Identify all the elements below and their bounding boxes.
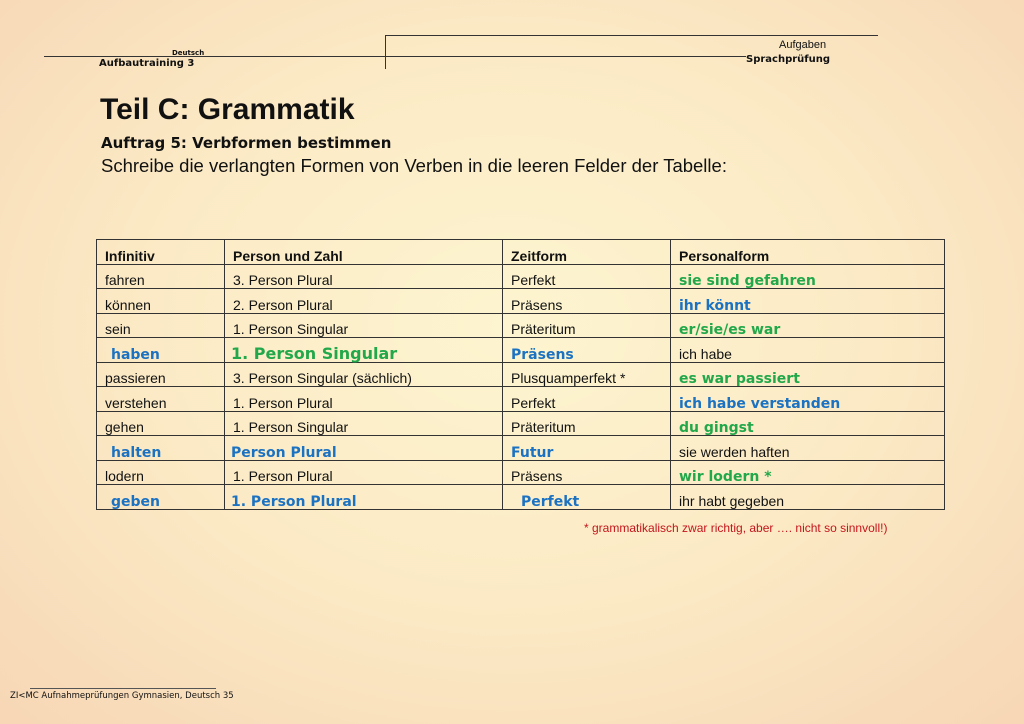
column-header-zeitform: Zeitform [503, 240, 671, 265]
cell-infinitiv: passieren [97, 362, 225, 387]
footer-rule [30, 688, 216, 689]
cell-person: 1. Person Plural [225, 460, 503, 485]
cell-zeitform: Präsens [503, 460, 671, 485]
cell-zeitform: Perfekt [503, 264, 671, 289]
answer-zeitform: Perfekt [503, 485, 671, 510]
header-right-top: Aufgaben [779, 39, 827, 51]
column-header-person: Person und Zahl [225, 240, 503, 265]
cell-person: 1. Person Plural [225, 387, 503, 412]
cell-infinitiv: verstehen [97, 387, 225, 412]
cell-infinitiv: sein [97, 313, 225, 338]
table-row [97, 411, 945, 436]
answer-person: 1. Person Plural [225, 485, 503, 510]
page-title: Teil C: Grammatik [100, 93, 355, 126]
cell-infinitiv: fahren [97, 264, 225, 289]
table-row [97, 460, 945, 485]
answer-infinitiv: haben [97, 338, 225, 363]
answer-personalform: ihr könnt [671, 289, 945, 314]
cell-infinitiv: gehen [97, 411, 225, 436]
answer-person: Person Plural [225, 436, 503, 461]
cell-zeitform: Präteritum [503, 411, 671, 436]
cell-person: 3. Person Plural [225, 264, 503, 289]
cell-person: 2. Person Plural [225, 289, 503, 314]
cell-personalform: sie werden haften [671, 436, 945, 461]
cell-zeitform: Präsens [503, 289, 671, 314]
footer-text: ZI<MC Aufnahmeprüfungen Gymnasien, Deutsch 35 [10, 691, 234, 701]
header-rule-right [386, 35, 878, 36]
table-row [97, 264, 945, 289]
answer-personalform: wir lodern * [671, 460, 945, 485]
answer-person: 1. Person Singular [225, 338, 503, 363]
answer-personalform: sie sind gefahren [671, 264, 945, 289]
answer-infinitiv: geben [97, 485, 225, 510]
header-right-bottom: Sprachprüfung [746, 54, 831, 65]
answer-infinitiv: halten [97, 436, 225, 461]
cell-zeitform: Präteritum [503, 313, 671, 338]
table-row [97, 338, 945, 363]
table-row [97, 387, 945, 412]
answer-zeitform: Futur [503, 436, 671, 461]
page-subtitle: Auftrag 5: Verbformen bestimmen [101, 134, 392, 152]
answer-personalform: du gingst [671, 411, 945, 436]
cell-person: 1. Person Singular [225, 411, 503, 436]
column-header-personalform: Personalform [671, 240, 945, 265]
cell-personalform: ihr habt gegeben [671, 485, 945, 510]
cell-person: 1. Person Singular [225, 313, 503, 338]
header-rule-mid [386, 56, 746, 57]
header-divider [385, 35, 386, 69]
table-row [97, 485, 945, 510]
answer-personalform: er/sie/es war [671, 313, 945, 338]
table-row [97, 362, 945, 387]
header-rule-left [44, 56, 386, 57]
answer-personalform: ich habe verstanden [671, 387, 945, 412]
table-row [97, 289, 945, 314]
cell-infinitiv: können [97, 289, 225, 314]
table-header-row [97, 240, 945, 265]
header-subject: Deutsch [172, 49, 205, 57]
cell-person: 3. Person Singular (sächlich) [225, 362, 503, 387]
table-row [97, 313, 945, 338]
cell-zeitform: Perfekt [503, 387, 671, 412]
verb-table [96, 239, 945, 510]
instruction-text: Schreibe die verlangten Formen von Verben in die leeren Felder der Tabelle: [101, 155, 727, 176]
cell-zeitform: Plusquamperfekt * [503, 362, 671, 387]
footnote: * grammatikalisch zwar richtig, aber …. nicht so sinnvoll!) [584, 521, 888, 535]
cell-personalform: ich habe [671, 338, 945, 363]
column-header-infinitiv: Infinitiv [97, 240, 225, 265]
table-row [97, 436, 945, 461]
answer-zeitform: Präsens [503, 338, 671, 363]
header-left-label: Aufbautraining 3 [99, 58, 195, 69]
cell-infinitiv: lodern [97, 460, 225, 485]
answer-personalform: es war passiert [671, 362, 945, 387]
